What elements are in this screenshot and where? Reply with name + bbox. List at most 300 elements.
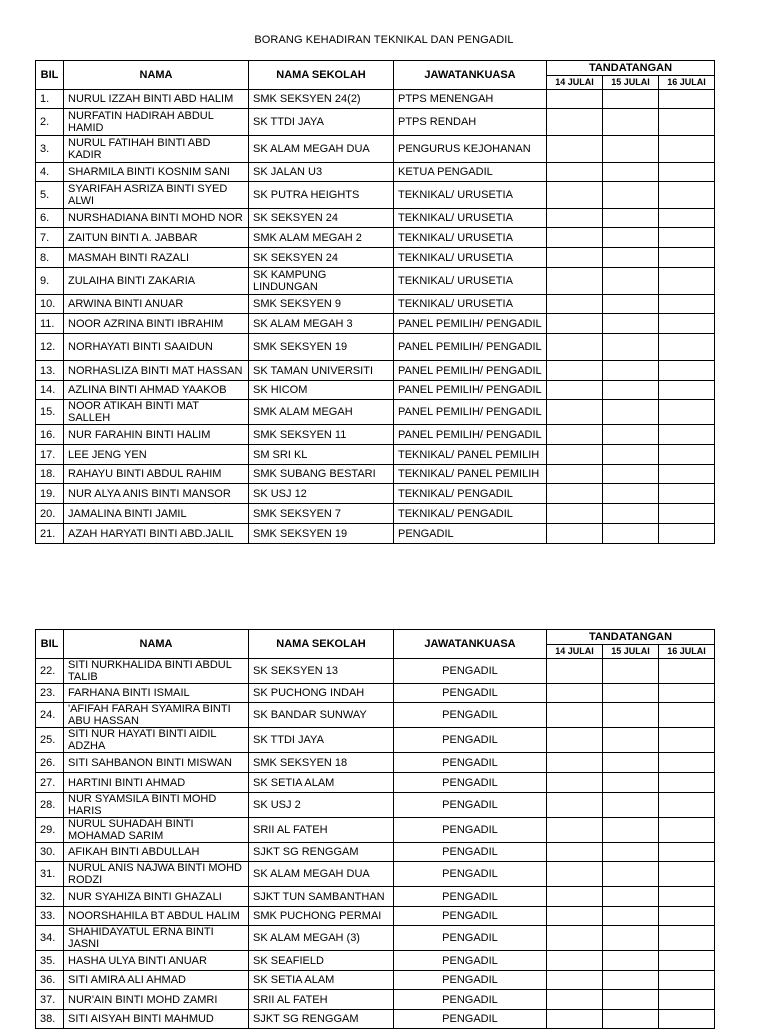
signature-cell-15[interactable]	[603, 361, 659, 381]
signature-cell-14[interactable]	[547, 971, 603, 990]
header-day-15: 15 JULAI	[603, 76, 659, 90]
signature-cell-14[interactable]	[547, 926, 603, 951]
name-cell: NUR SYAMSILA BINTI MOHD HARIS	[64, 793, 249, 818]
signature-cell-15[interactable]	[603, 862, 659, 887]
table-row	[36, 334, 715, 361]
table-row	[36, 228, 715, 248]
school-cell: SMK SEKSYEN 18	[249, 753, 394, 773]
row-number: 20.	[36, 504, 64, 524]
row-number: 29.	[36, 818, 64, 843]
row-number: 35.	[36, 951, 64, 971]
signature-cell-16[interactable]	[659, 990, 715, 1010]
signature-cell-15[interactable]	[603, 381, 659, 400]
signature-cell-14[interactable]	[547, 1010, 603, 1029]
row-number: 2.	[36, 109, 64, 136]
name-cell: HARTINI BINTI AHMAD	[64, 773, 249, 793]
signature-cell-14[interactable]	[547, 90, 603, 109]
signature-cell-14[interactable]	[547, 753, 603, 773]
signature-cell-16[interactable]	[659, 951, 715, 971]
name-cell: NURUL FATIHAH BINTI ABD KADIR	[64, 136, 249, 163]
signature-cell-14[interactable]	[547, 109, 603, 136]
attendance-table-2	[35, 629, 715, 1029]
header-day-14: 14 JULAI	[547, 76, 603, 90]
row-number: 23.	[36, 684, 64, 703]
committee-cell: PTPS MENENGAH	[394, 90, 547, 109]
school-cell: SK USJ 12	[249, 484, 394, 504]
table-row	[36, 843, 715, 862]
name-cell: SITI AISYAH BINTI MAHMUD	[64, 1010, 249, 1029]
committee-cell: PENGADIL	[394, 1010, 547, 1029]
table-row	[36, 314, 715, 334]
signature-cell-16[interactable]	[659, 907, 715, 926]
row-number: 18.	[36, 465, 64, 484]
signature-cell-14[interactable]	[547, 843, 603, 862]
name-cell: AFIKAH BINTI ABDULLAH	[64, 843, 249, 862]
table-row	[36, 926, 715, 951]
signature-cell-15[interactable]	[603, 504, 659, 524]
committee-cell: TEKNIKAL/ URUSETIA	[394, 268, 547, 295]
signature-cell-16[interactable]	[659, 753, 715, 773]
table-row	[36, 990, 715, 1010]
signature-cell-15[interactable]	[603, 753, 659, 773]
table-row	[36, 971, 715, 990]
table-row	[36, 484, 715, 504]
school-cell: SK JALAN U3	[249, 163, 394, 182]
signature-cell-15[interactable]	[603, 248, 659, 268]
name-cell: HASHA ULYA BINTI ANUAR	[64, 951, 249, 971]
signature-cell-15[interactable]	[603, 484, 659, 504]
signature-cell-16[interactable]	[659, 445, 715, 465]
name-cell: NOOR ATIKAH BINTI MAT SALLEH	[64, 400, 249, 425]
header-tandatangan: TANDATANGAN	[547, 61, 715, 76]
header-jawatankuasa: JAWATANKUASA	[394, 630, 547, 659]
row-number: 37.	[36, 990, 64, 1010]
school-cell: SK PUTRA HEIGHTS	[249, 182, 394, 209]
header-day-16: 16 JULAI	[659, 645, 715, 659]
signature-cell-14[interactable]	[547, 951, 603, 971]
table-row	[36, 400, 715, 425]
row-number: 3.	[36, 136, 64, 163]
table-row	[36, 951, 715, 971]
row-number: 25.	[36, 728, 64, 753]
school-cell: SK ALAM MEGAH 3	[249, 314, 394, 334]
committee-cell: PANEL PEMILIH/ PENGADIL	[394, 400, 547, 425]
signature-cell-14[interactable]	[547, 793, 603, 818]
header-day-16: 16 JULAI	[659, 76, 715, 90]
table-row	[36, 465, 715, 484]
signature-cell-14[interactable]	[547, 703, 603, 728]
signature-cell-14[interactable]	[547, 465, 603, 484]
name-cell: RAHAYU BINTI ABDUL RAHIM	[64, 465, 249, 484]
signature-cell-15[interactable]	[603, 926, 659, 951]
row-number: 11.	[36, 314, 64, 334]
committee-cell: PENGADIL	[394, 907, 547, 926]
signature-cell-14[interactable]	[547, 728, 603, 753]
row-number: 6.	[36, 209, 64, 228]
row-number: 17.	[36, 445, 64, 465]
signature-cell-16[interactable]	[659, 361, 715, 381]
signature-cell-16[interactable]	[659, 926, 715, 951]
signature-cell-15[interactable]	[603, 136, 659, 163]
signature-cell-15[interactable]	[603, 90, 659, 109]
signature-cell-14[interactable]	[547, 990, 603, 1010]
name-cell: ZULAIHA BINTI ZAKARIA	[64, 268, 249, 295]
name-cell: MASMAH BINTI RAZALI	[64, 248, 249, 268]
name-cell: NURSHADIANA BINTI MOHD NOR	[64, 209, 249, 228]
committee-cell: PENGADIL	[394, 684, 547, 703]
signature-cell-16[interactable]	[659, 465, 715, 484]
table-row	[36, 295, 715, 314]
signature-cell-15[interactable]	[603, 314, 659, 334]
name-cell: NURFATIN HADIRAH ABDUL HAMID	[64, 109, 249, 136]
signature-cell-14[interactable]	[547, 400, 603, 425]
committee-cell: PANEL PEMILIH/ PENGADIL	[394, 361, 547, 381]
school-cell: SK TTDI JAYA	[249, 109, 394, 136]
table-header	[36, 630, 715, 659]
committee-cell: PENGADIL	[394, 793, 547, 818]
row-number: 31.	[36, 862, 64, 887]
attendance-table-1	[35, 60, 715, 544]
school-cell: SJKT SG RENGGAM	[249, 843, 394, 862]
school-cell: SMK SEKSYEN 11	[249, 425, 394, 445]
name-cell: NURUL IZZAH BINTI ABD HALIM	[64, 90, 249, 109]
signature-cell-14[interactable]	[547, 907, 603, 926]
school-cell: SK SEKSYEN 13	[249, 659, 394, 684]
signature-cell-16[interactable]	[659, 268, 715, 295]
signature-cell-15[interactable]	[603, 163, 659, 182]
signature-cell-16[interactable]	[659, 728, 715, 753]
signature-cell-16[interactable]	[659, 524, 715, 544]
table-row	[36, 136, 715, 163]
row-number: 24.	[36, 703, 64, 728]
name-cell: NURUL SUHADAH BINTI MOHAMAD SARIM	[64, 818, 249, 843]
school-cell: SMK ALAM MEGAH	[249, 400, 394, 425]
name-cell: NOOR AZRINA BINTI IBRAHIM	[64, 314, 249, 334]
header-nama: NAMA	[64, 61, 249, 90]
table-row	[36, 887, 715, 907]
row-number: 34.	[36, 926, 64, 951]
table-row	[36, 659, 715, 684]
signature-cell-16[interactable]	[659, 887, 715, 907]
committee-cell: PENGADIL	[394, 773, 547, 793]
signature-cell-15[interactable]	[603, 425, 659, 445]
table-row	[36, 862, 715, 887]
school-cell: SMK ALAM MEGAH 2	[249, 228, 394, 248]
table-row	[36, 90, 715, 109]
committee-cell: PENGADIL	[394, 971, 547, 990]
signature-cell-15[interactable]	[603, 400, 659, 425]
signature-cell-16[interactable]	[659, 793, 715, 818]
row-number: 27.	[36, 773, 64, 793]
committee-cell: TEKNIKAL/ PANEL PEMILIH	[394, 445, 547, 465]
committee-cell: PANEL PEMILIH/ PENGADIL	[394, 381, 547, 400]
row-number: 30.	[36, 843, 64, 862]
name-cell: NUR ALYA ANIS BINTI MANSOR	[64, 484, 249, 504]
signature-cell-15[interactable]	[603, 659, 659, 684]
signature-cell-16[interactable]	[659, 90, 715, 109]
school-cell: SK SEKSYEN 24	[249, 248, 394, 268]
school-cell: SMK SEKSYEN 9	[249, 295, 394, 314]
signature-cell-15[interactable]	[603, 818, 659, 843]
name-cell: NUR'AIN BINTI MOHD ZAMRI	[64, 990, 249, 1010]
signature-cell-15[interactable]	[603, 887, 659, 907]
header-tandatangan: TANDATANGAN	[547, 630, 715, 645]
signature-cell-14[interactable]	[547, 862, 603, 887]
signature-cell-16[interactable]	[659, 334, 715, 361]
header-jawatankuasa: JAWATANKUASA	[394, 61, 547, 90]
signature-cell-15[interactable]	[603, 182, 659, 209]
signature-cell-16[interactable]	[659, 295, 715, 314]
table-row	[36, 818, 715, 843]
signature-cell-14[interactable]	[547, 524, 603, 544]
signature-cell-16[interactable]	[659, 163, 715, 182]
committee-cell: PENGADIL	[394, 524, 547, 544]
school-cell: SJKT TUN SAMBANTHAN	[249, 887, 394, 907]
signature-cell-15[interactable]	[603, 334, 659, 361]
signature-cell-16[interactable]	[659, 381, 715, 400]
school-cell: SK PUCHONG INDAH	[249, 684, 394, 703]
signature-cell-16[interactable]	[659, 773, 715, 793]
signature-cell-14[interactable]	[547, 209, 603, 228]
signature-cell-14[interactable]	[547, 163, 603, 182]
table-row	[36, 268, 715, 295]
signature-cell-15[interactable]	[603, 773, 659, 793]
header-bil: BIL	[36, 61, 64, 90]
name-cell: SITI NURKHALIDA BINTI ABDUL TALIB	[64, 659, 249, 684]
signature-cell-16[interactable]	[659, 400, 715, 425]
signature-cell-16[interactable]	[659, 862, 715, 887]
signature-cell-15[interactable]	[603, 109, 659, 136]
signature-cell-16[interactable]	[659, 659, 715, 684]
signature-cell-14[interactable]	[547, 314, 603, 334]
name-cell: SHARMILA BINTI KOSNIM SANI	[64, 163, 249, 182]
school-cell: SK ALAM MEGAH DUA	[249, 136, 394, 163]
table-row	[36, 793, 715, 818]
school-cell: SMK SEKSYEN 19	[249, 524, 394, 544]
school-cell: SK HICOM	[249, 381, 394, 400]
signature-cell-14[interactable]	[547, 887, 603, 907]
signature-cell-14[interactable]	[547, 295, 603, 314]
table-row	[36, 524, 715, 544]
committee-cell: TEKNIKAL/ URUSETIA	[394, 182, 547, 209]
row-number: 21.	[36, 524, 64, 544]
committee-cell: TEKNIKAL/ URUSETIA	[394, 209, 547, 228]
table-body	[36, 90, 715, 544]
signature-cell-14[interactable]	[547, 228, 603, 248]
table-row	[36, 504, 715, 524]
signature-cell-16[interactable]	[659, 314, 715, 334]
name-cell: SITI NUR HAYATI BINTI AIDIL ADZHA	[64, 728, 249, 753]
name-cell: LEE JENG YEN	[64, 445, 249, 465]
committee-cell: PENGADIL	[394, 990, 547, 1010]
school-cell: SRII AL FATEH	[249, 990, 394, 1010]
signature-cell-16[interactable]	[659, 684, 715, 703]
signature-cell-15[interactable]	[603, 703, 659, 728]
name-cell: ZAITUN BINTI A. JABBAR	[64, 228, 249, 248]
signature-cell-16[interactable]	[659, 484, 715, 504]
committee-cell: PENGADIL	[394, 862, 547, 887]
table-row	[36, 1010, 715, 1029]
committee-cell: PENGADIL	[394, 728, 547, 753]
name-cell: SITI AMIRA ALI AHMAD	[64, 971, 249, 990]
signature-cell-15[interactable]	[603, 990, 659, 1010]
header-nama-sekolah: NAMA SEKOLAH	[249, 61, 394, 90]
signature-cell-14[interactable]	[547, 684, 603, 703]
signature-cell-16[interactable]	[659, 209, 715, 228]
school-cell: SRII AL FATEH	[249, 818, 394, 843]
school-cell: SK SETIA ALAM	[249, 773, 394, 793]
row-number: 33.	[36, 907, 64, 926]
signature-cell-16[interactable]	[659, 703, 715, 728]
table-row	[36, 445, 715, 465]
signature-cell-16[interactable]	[659, 1010, 715, 1029]
table-row	[36, 703, 715, 728]
table-row	[36, 728, 715, 753]
committee-cell: TEKNIKAL/ PENGADIL	[394, 504, 547, 524]
row-number: 12.	[36, 334, 64, 361]
row-number: 16.	[36, 425, 64, 445]
committee-cell: PANEL PEMILIH/ PENGADIL	[394, 425, 547, 445]
signature-cell-15[interactable]	[603, 295, 659, 314]
row-number: 38.	[36, 1010, 64, 1029]
committee-cell: PENGADIL	[394, 926, 547, 951]
school-cell: SK SEAFIELD	[249, 951, 394, 971]
signature-cell-16[interactable]	[659, 109, 715, 136]
signature-cell-14[interactable]	[547, 334, 603, 361]
signature-cell-16[interactable]	[659, 136, 715, 163]
signature-cell-14[interactable]	[547, 484, 603, 504]
school-cell: SJKT SG RENGGAM	[249, 1010, 394, 1029]
row-number: 5.	[36, 182, 64, 209]
signature-cell-15[interactable]	[603, 951, 659, 971]
signature-cell-15[interactable]	[603, 228, 659, 248]
signature-cell-16[interactable]	[659, 248, 715, 268]
row-number: 15.	[36, 400, 64, 425]
signature-cell-15[interactable]	[603, 684, 659, 703]
signature-cell-15[interactable]	[603, 209, 659, 228]
school-cell: SK BANDAR SUNWAY	[249, 703, 394, 728]
committee-cell: PENGADIL	[394, 703, 547, 728]
name-cell: AZAH HARYATI BINTI ABD.JALIL	[64, 524, 249, 544]
signature-cell-15[interactable]	[603, 971, 659, 990]
name-cell: NURUL ANIS NAJWA BINTI MOHD RODZI	[64, 862, 249, 887]
header-nama-sekolah: NAMA SEKOLAH	[249, 630, 394, 659]
form-title: BORANG KEHADIRAN TEKNIKAL DAN PENGADIL	[254, 34, 514, 46]
header-day-14: 14 JULAI	[547, 645, 603, 659]
committee-cell: PENGURUS KEJOHANAN	[394, 136, 547, 163]
table-row	[36, 248, 715, 268]
row-number: 8.	[36, 248, 64, 268]
signature-cell-14[interactable]	[547, 818, 603, 843]
table-row	[36, 425, 715, 445]
signature-cell-15[interactable]	[603, 445, 659, 465]
name-cell: NORHASLIZA BINTI MAT HASSAN	[64, 361, 249, 381]
signature-cell-14[interactable]	[547, 381, 603, 400]
name-cell: NUR FARAHIN BINTI HALIM	[64, 425, 249, 445]
table-row	[36, 684, 715, 703]
committee-cell: TEKNIKAL/ URUSETIA	[394, 228, 547, 248]
table-row	[36, 753, 715, 773]
table-row	[36, 209, 715, 228]
committee-cell: TEKNIKAL/ PENGADIL	[394, 484, 547, 504]
signature-cell-14[interactable]	[547, 268, 603, 295]
signature-cell-15[interactable]	[603, 524, 659, 544]
signature-cell-14[interactable]	[547, 182, 603, 209]
school-cell: SM SRI KL	[249, 445, 394, 465]
committee-cell: PANEL PEMILIH/ PENGADIL	[394, 314, 547, 334]
school-cell: SK TAMAN UNIVERSITI	[249, 361, 394, 381]
signature-cell-14[interactable]	[547, 659, 603, 684]
signature-cell-15[interactable]	[603, 1010, 659, 1029]
signature-cell-15[interactable]	[603, 907, 659, 926]
signature-cell-15[interactable]	[603, 793, 659, 818]
table-row	[36, 109, 715, 136]
name-cell: NORHAYATI BINTI SAAIDUN	[64, 334, 249, 361]
committee-cell: TEKNIKAL/ URUSETIA	[394, 248, 547, 268]
table-row	[36, 773, 715, 793]
table-row	[36, 381, 715, 400]
row-number: 14.	[36, 381, 64, 400]
signature-cell-16[interactable]	[659, 182, 715, 209]
signature-cell-16[interactable]	[659, 971, 715, 990]
school-cell: SMK SEKSYEN 7	[249, 504, 394, 524]
school-cell: SMK PUCHONG PERMAI	[249, 907, 394, 926]
header-bil: BIL	[36, 630, 64, 659]
signature-cell-14[interactable]	[547, 136, 603, 163]
school-cell: SK KAMPUNG LINDUNGAN	[249, 268, 394, 295]
name-cell: SITI SAHBANON BINTI MISWAN	[64, 753, 249, 773]
row-number: 28.	[36, 793, 64, 818]
signature-cell-15[interactable]	[603, 268, 659, 295]
school-cell: SMK SEKSYEN 24(2)	[249, 90, 394, 109]
name-cell: FARHANA BINTI ISMAIL	[64, 684, 249, 703]
signature-cell-14[interactable]	[547, 425, 603, 445]
name-cell: SYARIFAH ASRIZA BINTI SYED ALWI	[64, 182, 249, 209]
row-number: 1.	[36, 90, 64, 109]
row-number: 4.	[36, 163, 64, 182]
committee-cell: PENGADIL	[394, 659, 547, 684]
signature-cell-16[interactable]	[659, 228, 715, 248]
signature-cell-14[interactable]	[547, 248, 603, 268]
table-row	[36, 182, 715, 209]
signature-cell-14[interactable]	[547, 361, 603, 381]
signature-cell-15[interactable]	[603, 465, 659, 484]
name-cell: SHAHIDAYATUL ERNA BINTI JASNI	[64, 926, 249, 951]
signature-cell-16[interactable]	[659, 843, 715, 862]
signature-cell-15[interactable]	[603, 728, 659, 753]
row-number: 7.	[36, 228, 64, 248]
signature-cell-16[interactable]	[659, 425, 715, 445]
committee-cell: PENGADIL	[394, 843, 547, 862]
signature-cell-14[interactable]	[547, 773, 603, 793]
name-cell: JAMALINA BINTI JAMIL	[64, 504, 249, 524]
signature-cell-16[interactable]	[659, 818, 715, 843]
name-cell: ARWINA BINTI ANUAR	[64, 295, 249, 314]
committee-cell: PENGADIL	[394, 818, 547, 843]
header-day-15: 15 JULAI	[603, 645, 659, 659]
signature-cell-14[interactable]	[547, 445, 603, 465]
table-row	[36, 907, 715, 926]
school-cell: SMK SEKSYEN 19	[249, 334, 394, 361]
row-number: 36.	[36, 971, 64, 990]
school-cell: SK TTDI JAYA	[249, 728, 394, 753]
school-cell: SK ALAM MEGAH DUA	[249, 862, 394, 887]
signature-cell-15[interactable]	[603, 843, 659, 862]
school-cell: SK SETIA ALAM	[249, 971, 394, 990]
signature-cell-14[interactable]	[547, 504, 603, 524]
table-row	[36, 361, 715, 381]
signature-cell-16[interactable]	[659, 504, 715, 524]
